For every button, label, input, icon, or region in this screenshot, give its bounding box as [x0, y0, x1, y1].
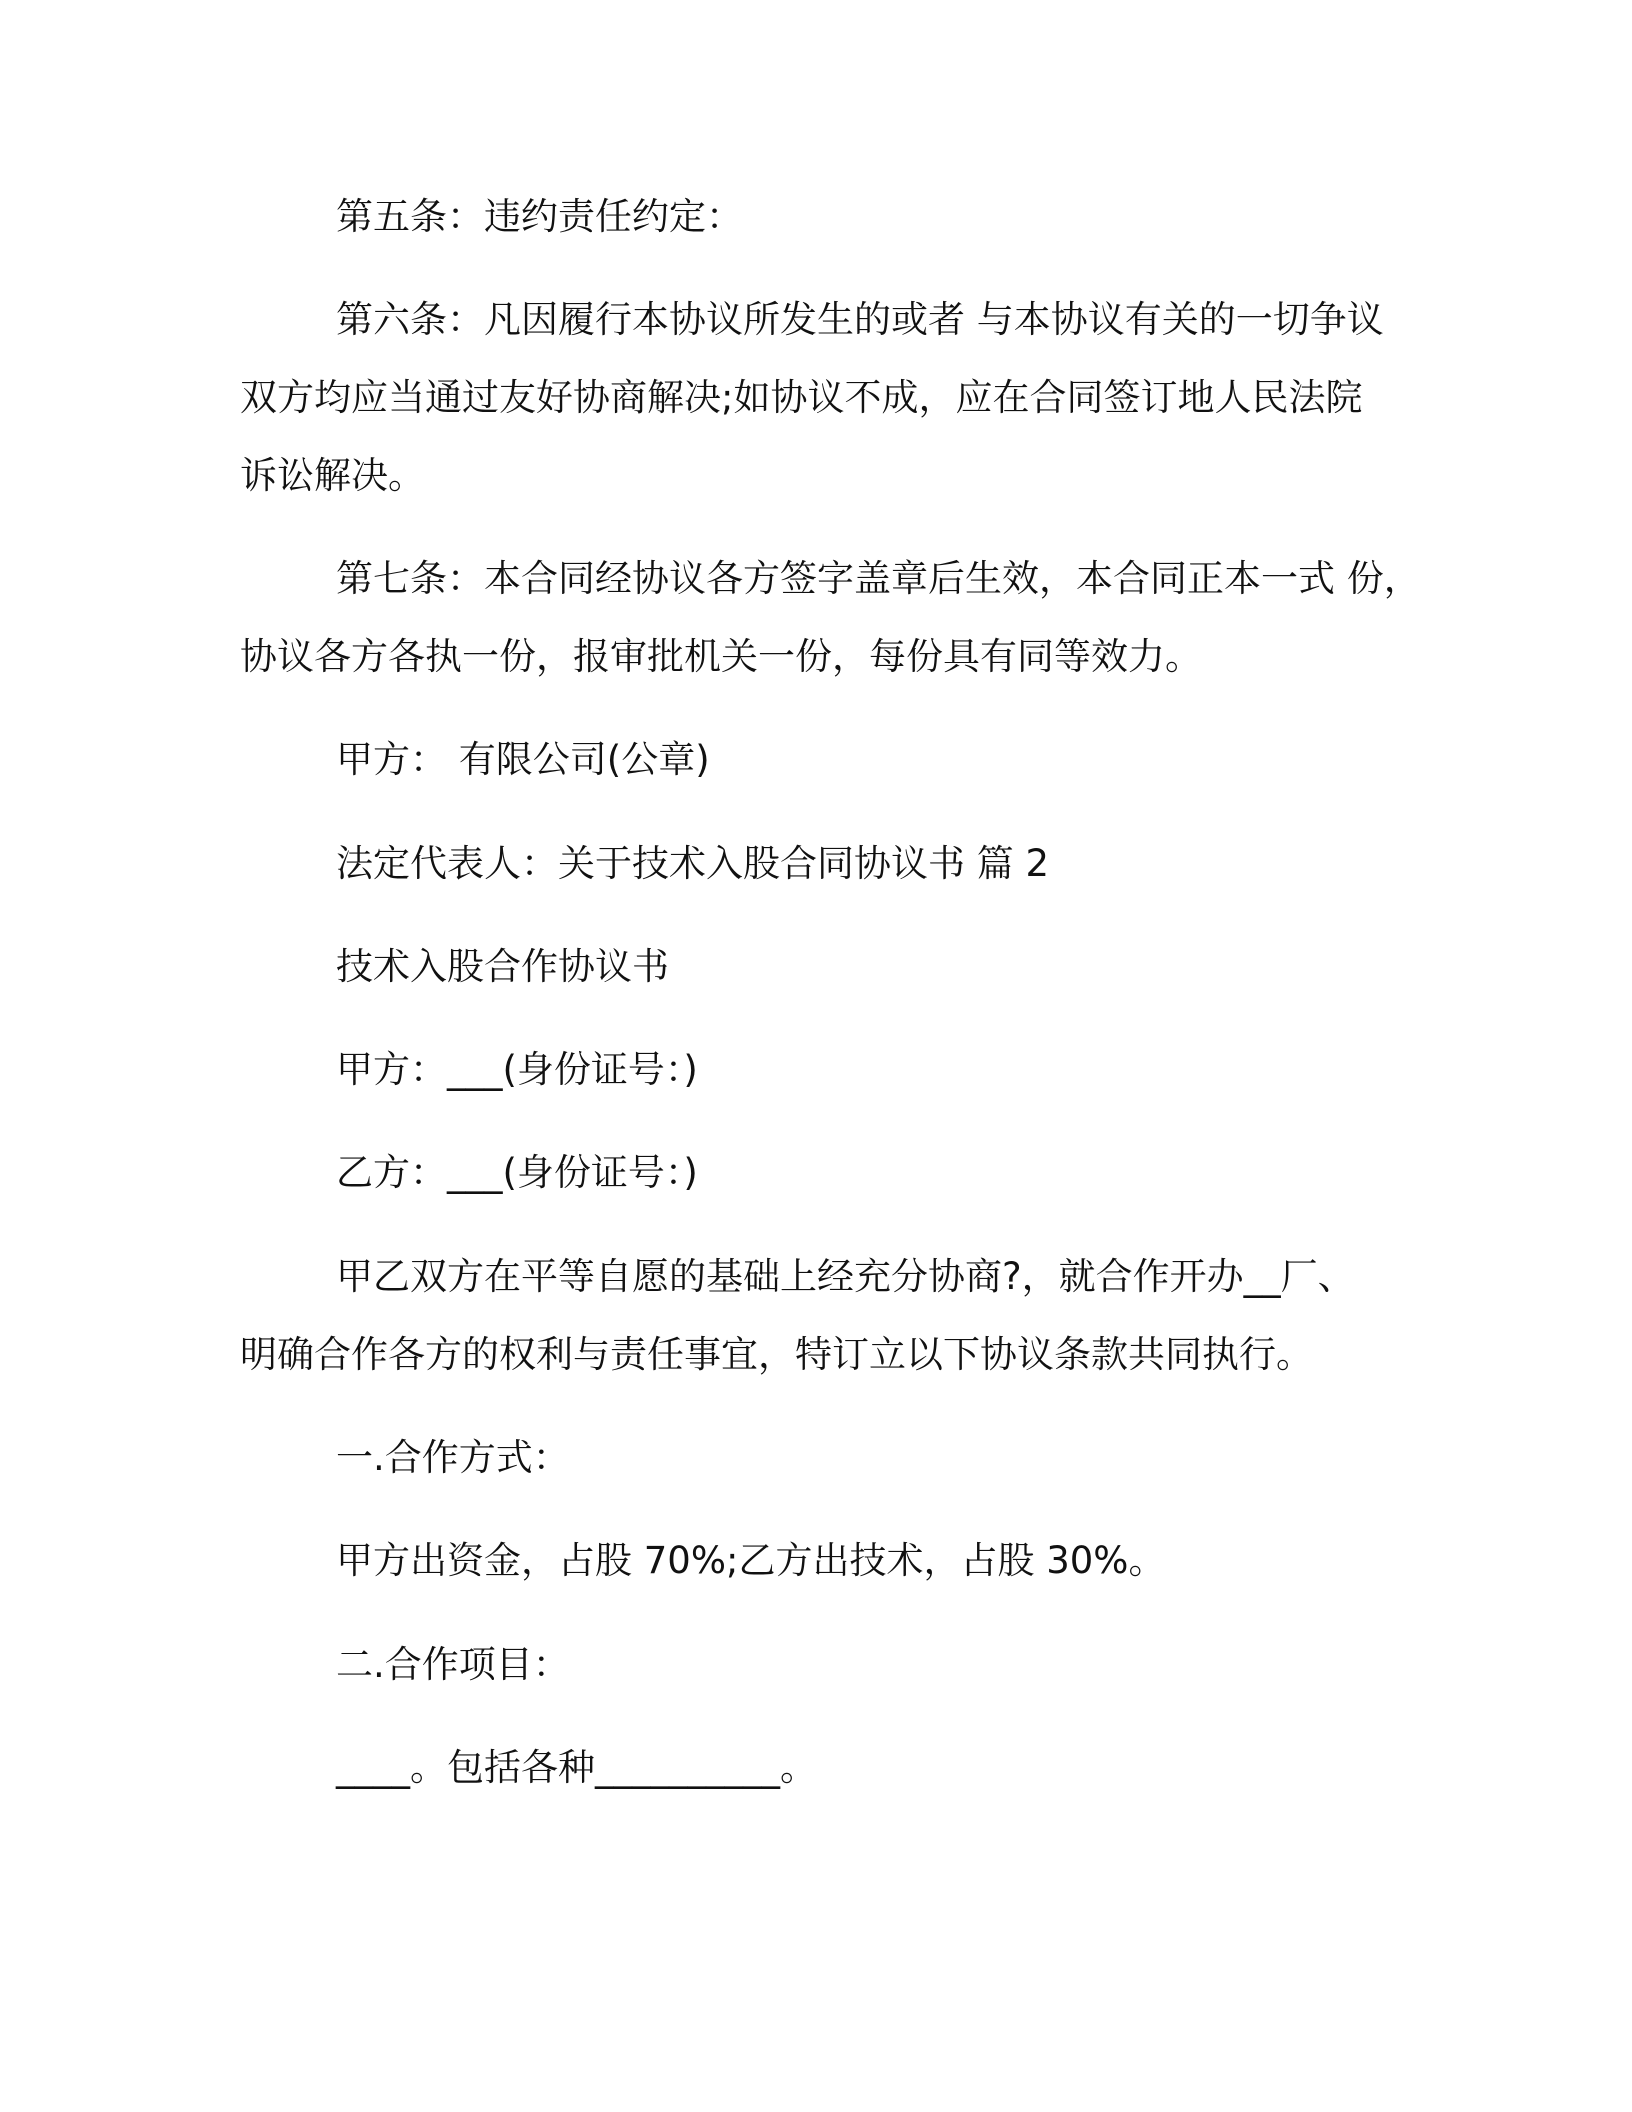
- article-7-paragraph: [240, 540, 1430, 696]
- article-7-line-2: 协议各方各执一份，报审批机关一份，每份具有同等效力。: [240, 635, 1202, 678]
- party-a-id-line: 甲方：___(身份证号：): [336, 1048, 698, 1091]
- preamble-paragraph: [240, 1238, 1430, 1394]
- section-1-heading: 一.合作方式：: [336, 1436, 570, 1479]
- article-6-line-2: 双方均应当通过友好协商解决;如协议不成，应在合同签订地人民法院: [240, 376, 1363, 419]
- legal-representative-line: 法定代表人：关于技术入股合同协议书 篇 2: [336, 842, 1050, 885]
- article-6-line-3: 诉讼解决。: [240, 454, 425, 497]
- article-5-heading: 第五条：违约责任约定：: [336, 195, 743, 238]
- preamble-line-1: 甲乙双方在平等自愿的基础上经充分协商?，就合作开办__厂、: [336, 1255, 1355, 1298]
- project-scope-text: ____。包括各种__________。: [336, 1746, 817, 1789]
- party-b-id-line: 乙方：___(身份证号：): [336, 1151, 698, 1194]
- cooperation-shares-text: 甲方出资金，占股 70%;乙方出技术，占股 30%。: [336, 1539, 1166, 1582]
- section-2-heading: 二.合作项目：: [336, 1643, 570, 1686]
- article-7-line-1: 第七条：本合同经协议各方签字盖章后生效，本合同正本一式 份，: [336, 557, 1421, 600]
- preamble-line-2: 明确合作各方的权利与责任事宜，特订立以下协议条款共同执行。: [240, 1333, 1313, 1376]
- article-6-line-1: 第六条：凡因履行本协议所发生的或者 与本协议有关的一切争议: [336, 298, 1384, 341]
- party-a-company-seal: 甲方： 有限公司(公章): [336, 738, 710, 781]
- article-6-paragraph: [240, 281, 1430, 515]
- agreement-title: 技术入股合作协议书: [336, 945, 669, 988]
